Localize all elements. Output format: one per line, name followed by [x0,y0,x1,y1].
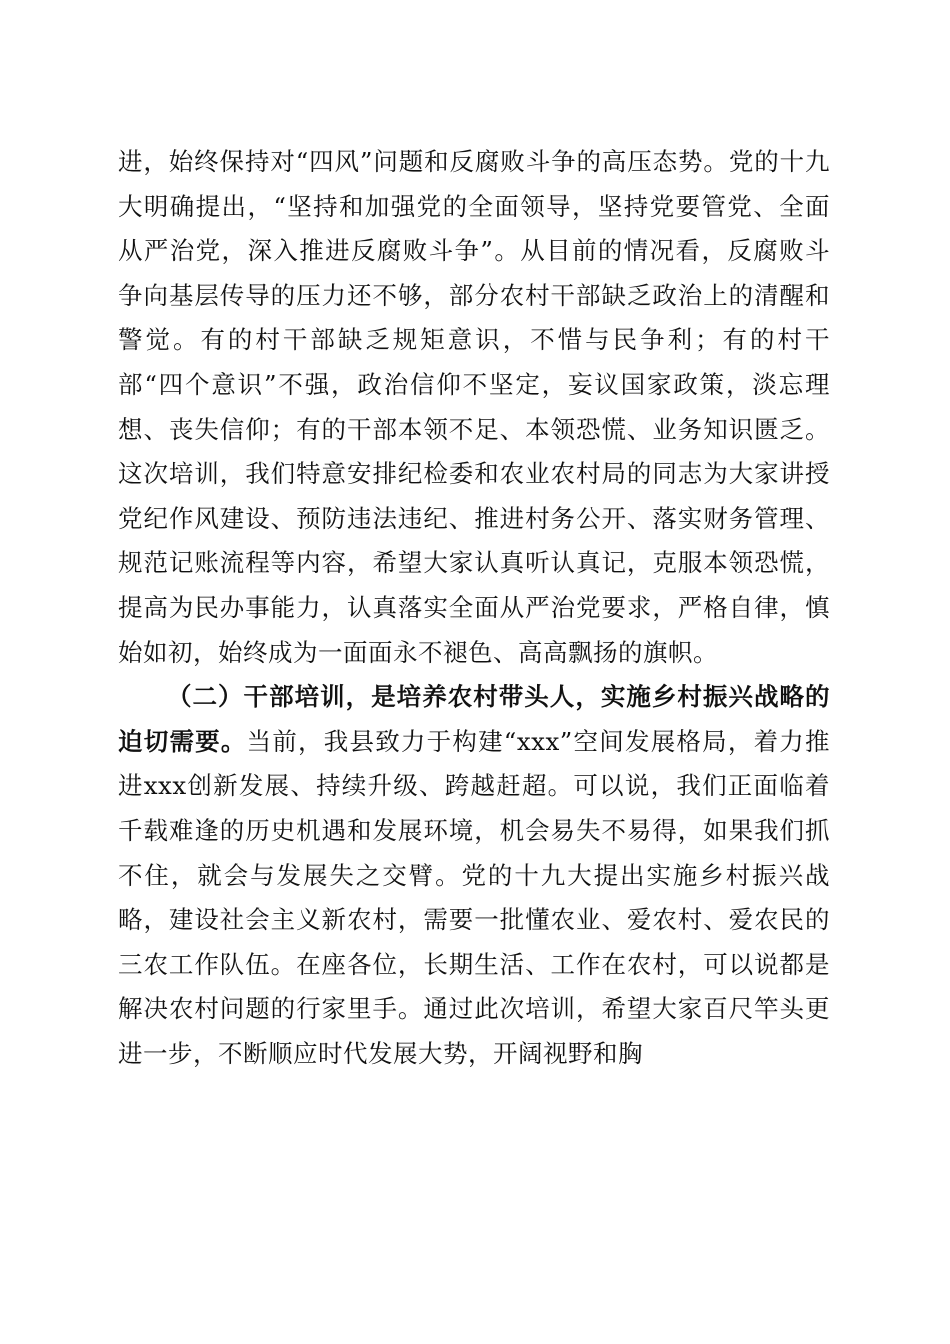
paragraph-continuation: 进，始终保持对“四风”问题和反腐败斗争的高压态势。党的十九大明确提出，“坚持和加强党的全面领导，坚持党要管党、全面从严治党，深入推进反腐败斗争”。从目前的情况看，反腐败斗争向基层传导的压力还不够，部分农村干部缺乏政治上的清醒和警觉。有的村干部缺乏规矩意识，不惜与民争利；有的村干部“四个意识”不强，政治信仰不坚定，妄议国家政策，淡忘理想、丧失信仰；有的干部本领不足、本领恐慌、业务知识匮乏。这次培训，我们特意安排纪检委和农业农村局的同志为大家讲授党纪作风建设、预防违法违纪、推进村务公开、落实财务管理、规范记账流程等内容，希望大家认真听认真记，克服本领恐慌，提高为民办事能力，认真落实全面从严治党要求，严格自律，慎始如初，始终成为一面面永不褪色、高高飘扬的旗帜。 [118,147,830,667]
section-two-body: 当前，我县致力于构建“xxx”空间发展格局，着力推进xxx创新发展、持续升级、跨越赶超。可以说，我们正面临着千载难逢的历史机遇和发展环境，机会易失不易得，如果我们抓不住，就会与发展失之交臂。党的十九大提出实施乡村振兴战略，建设社会主义新农村，需要一批懂农业、爱农村、爱农民的三农工作队伍。在座各位，长期生活、工作在农村，可以说都是解决农村问题的行家里手。通过此次培训，希望大家百尺竿头更进一步，不断顺应时代发展大势，开阔视野和胸 [118,726,831,1068]
document-body [118,140,830,1076]
section-two-heading: （二）干部培训，是培养农村带头人，实施乡村振兴战略的迫切需要。 [118,682,830,756]
paragraph-section-two [118,675,830,1076]
